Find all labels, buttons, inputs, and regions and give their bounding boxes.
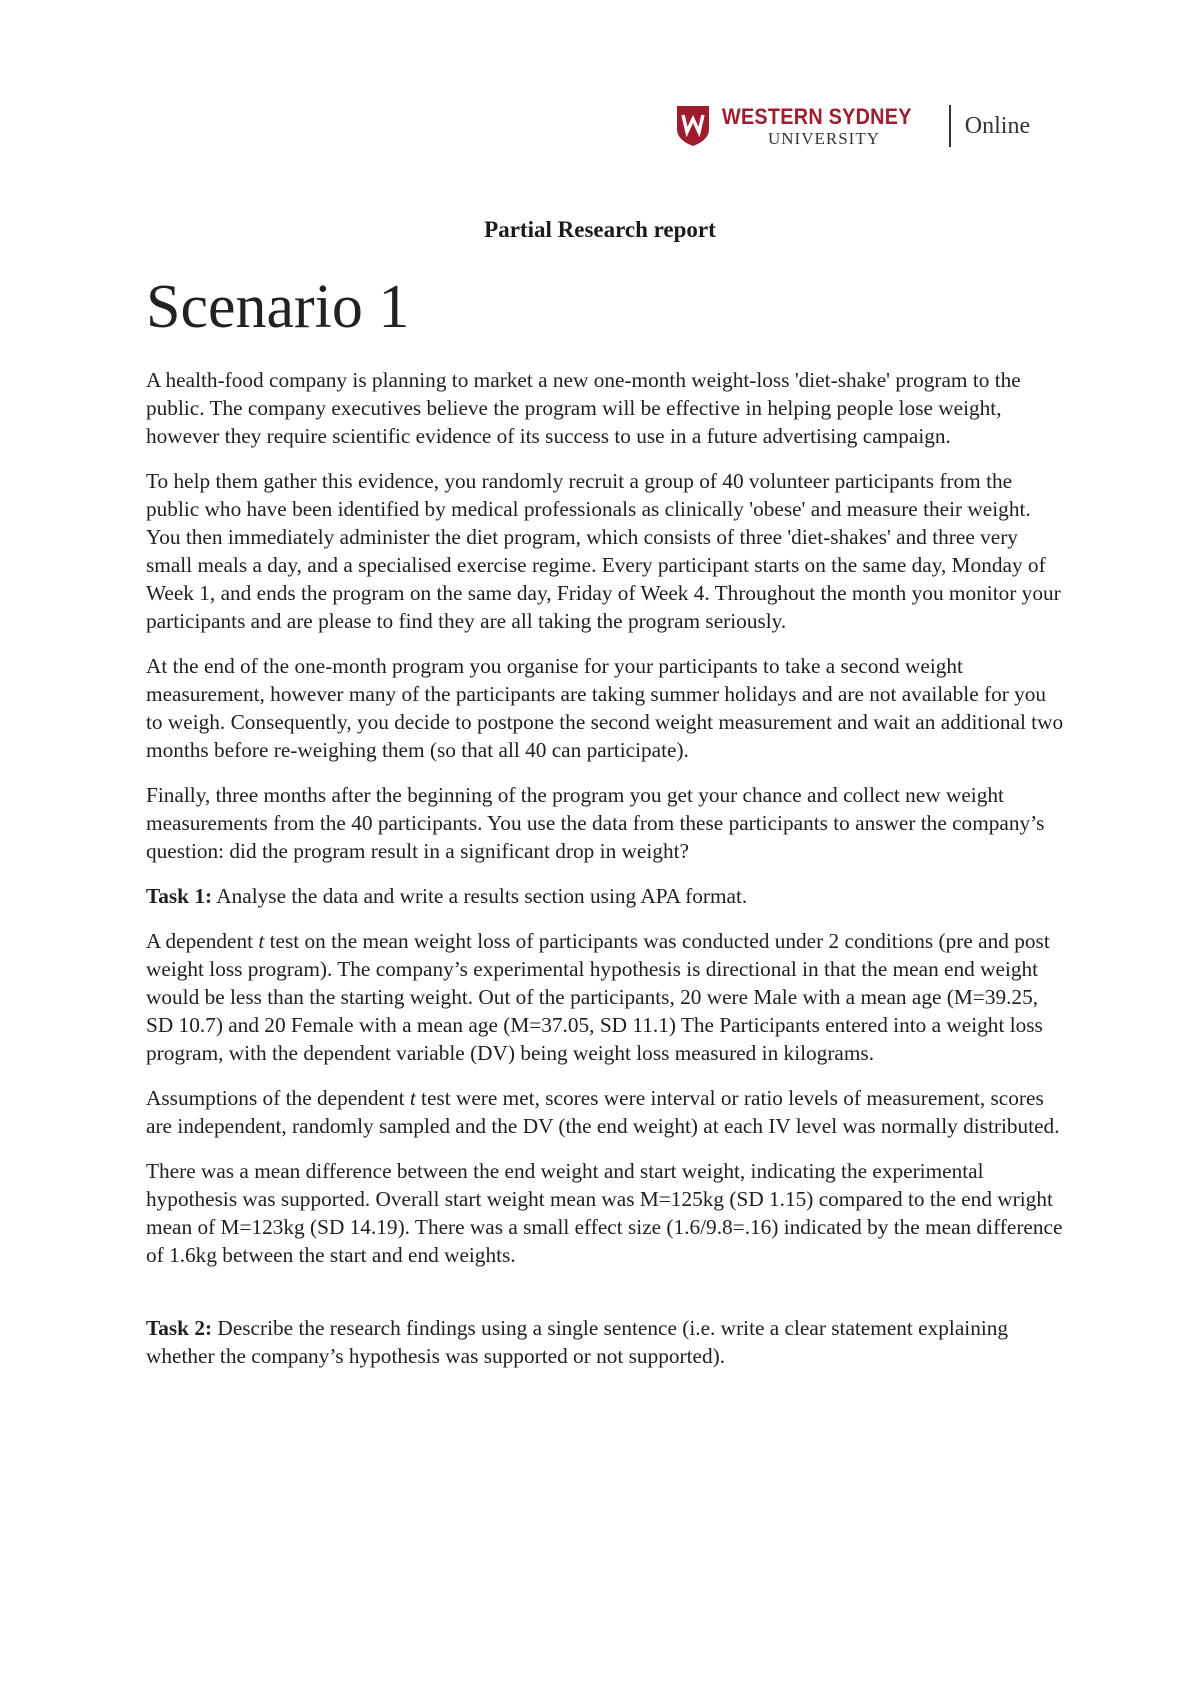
paragraph-assumptions xyxy=(146,1084,1066,1140)
paragraph-recruitment: To help them gather this evidence, you randomly recruit a group of 40 volunteer participants from the public who have been identified by medical professionals as clinically 'obese' and measure their weight. You then immediately administer the diet program, which consists of three 'diet-shakes' and three very small meals a day, and a specialised exercise regime. Every participant starts on the same day, Monday of Week 1, and ends the program on the same day, Friday of Week 4. Throughout the month you monitor your participants and are please to find they are all taking the program seriously. xyxy=(146,469,1061,633)
text-segment: test on the mean weight loss of participants was conducted under 2 conditions (pre and post weight loss program). The company’s experimental hypothesis is directional in that the mean end weight would be less than the starting weight. Out of the participants, 20 were Male with a mean age (M=39.25, SD 10.7) and 20 Female with a mean age (M=37.05, SD 11.1) The Participants entered into a weight loss program, with the dependent variable (DV) being weight loss measured in kilograms. xyxy=(146,929,1050,1065)
text-segment: A dependent xyxy=(146,929,259,953)
t-symbol: t xyxy=(409,1086,416,1110)
logo-divider xyxy=(949,105,951,147)
task-1 xyxy=(146,882,1066,910)
task-2 xyxy=(146,1314,1066,1370)
text-segment: Assumptions of the dependent xyxy=(146,1086,410,1110)
paragraph-second-measurement: At the end of the one-month program you organise for your participants to take a second weight measurement, however many of the participants are taking summer holidays and are not available for you to weigh. Consequently, you decide to postpone the second weight measurement and wait an additional two months before re-weighing them (so that all 40 can participate). xyxy=(146,654,1064,762)
paragraph-dependent-t-test xyxy=(146,927,1066,1067)
logo-wordmark xyxy=(722,103,933,148)
t-symbol: t xyxy=(258,929,265,953)
logo-online-label: Online xyxy=(964,112,1031,139)
shield-icon xyxy=(676,105,710,147)
university-logo xyxy=(676,102,1030,150)
paragraph-intro: A health-food company is planning to market a new one-month weight-loss 'diet-shake' program to the public. The company executives believe the program will be effective in helping people lose weight, however they require scientific evidence of its success to use in a future advertising campaign. xyxy=(146,368,1021,448)
task-1-text: Analyse the data and write a results section using APA format. xyxy=(212,884,748,908)
task-2-label: Task 2: xyxy=(146,1316,213,1340)
scenario-title: Scenario 1 xyxy=(146,273,410,341)
task-1-label: Task 1: xyxy=(146,884,213,908)
task-2-text: Describe the research findings using a single sentence (i.e. write a clear statement explaining whether the company’s hypothesis was supported or not supported). xyxy=(146,1316,1009,1368)
report-title: Partial Research report xyxy=(484,217,716,242)
text-segment: test were met, scores were interval or ratio levels of measurement, scores are independent, randomly sampled and the DV (the end weight) at each IV level was normally distributed. xyxy=(146,1086,1060,1138)
paragraph-results: There was a mean difference between the end weight and start weight, indicating the experimental hypothesis was supported. Overall start weight mean was M=125kg (SD 1.15) compared to the end wright mean of M=123kg (SD 14.19). There was a small effect size (1.6/9.8=.16) indicated by the mean difference of 1.6kg between the start and end weights. xyxy=(146,1159,1063,1267)
paragraph-final-measurement: Finally, three months after the beginning of the program you get your chance and collect new weight measurements from the 40 participants. You use the data from these participants to answer the company’s question: did the program result in a significant drop in weight? xyxy=(146,783,1045,863)
document-body xyxy=(146,366,1066,1387)
logo-university-sub: UNIVERSITY xyxy=(768,128,880,148)
logo-university-name: WESTERN SYDNEY xyxy=(722,103,912,129)
